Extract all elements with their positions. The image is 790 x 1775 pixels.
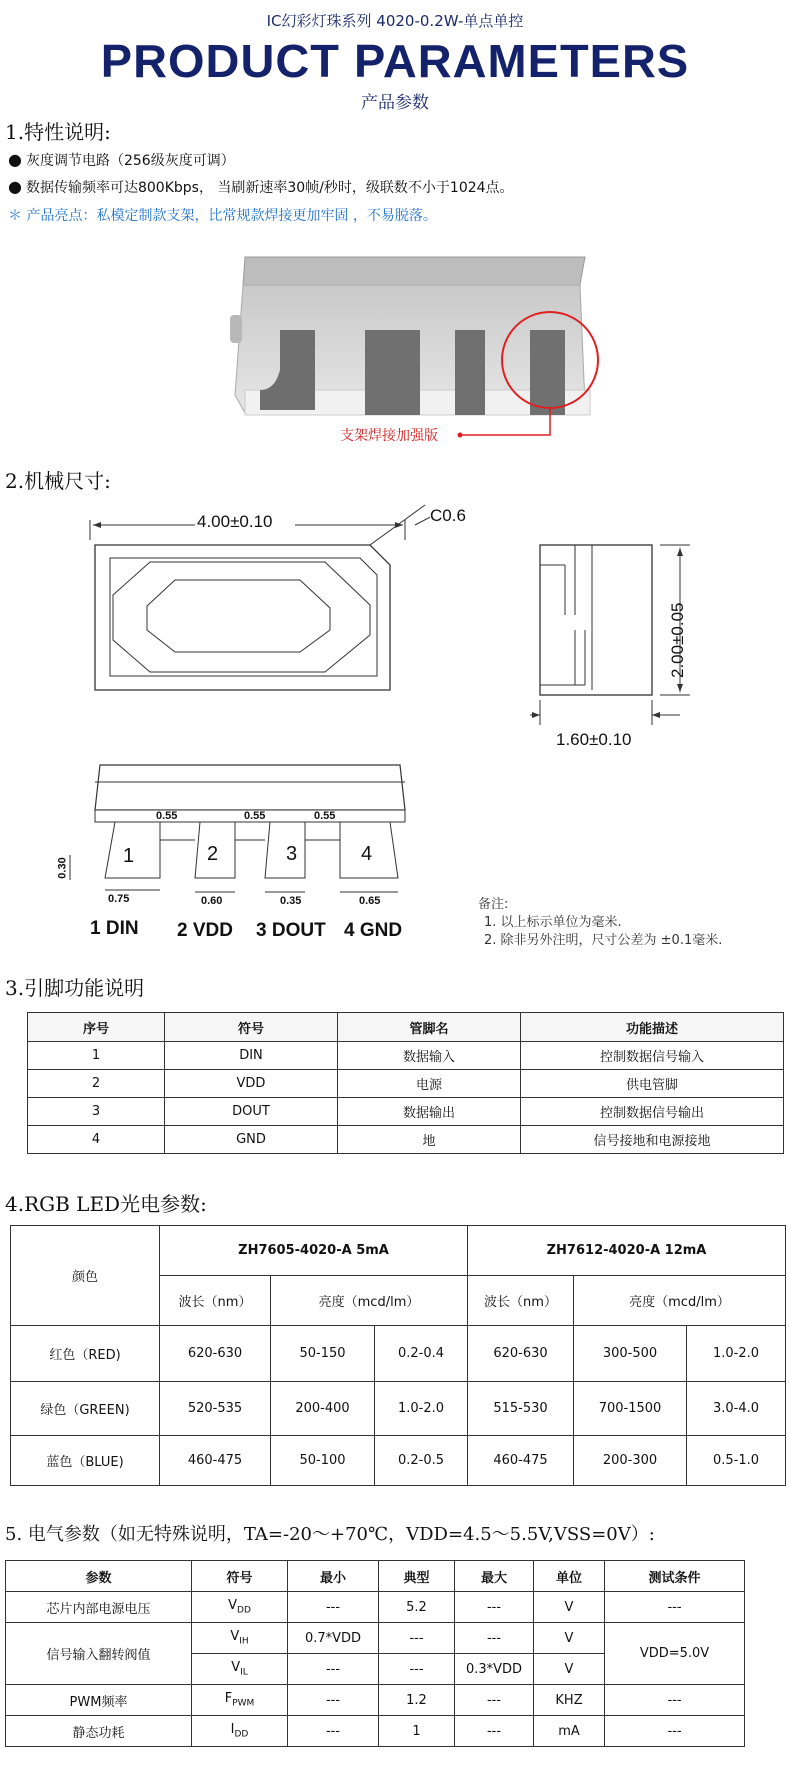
dim-pad-height: 0.30 bbox=[56, 857, 69, 879]
cell: --- bbox=[288, 1685, 379, 1716]
dim-035: 0.35 bbox=[280, 895, 302, 907]
col-header-color: 颜色 bbox=[11, 1226, 160, 1326]
cell: 芯片内部电源电压 bbox=[6, 1592, 192, 1623]
col-header: 序号 bbox=[28, 1013, 165, 1042]
cell: 1.2 bbox=[379, 1685, 455, 1716]
cell: DOUT bbox=[165, 1098, 338, 1126]
cell: 1 bbox=[379, 1716, 455, 1747]
cell: V bbox=[534, 1592, 605, 1623]
table-row bbox=[6, 1623, 745, 1654]
section-pins-heading: 3.引脚功能说明 bbox=[5, 976, 145, 1000]
cell: 控制数据信号输出 bbox=[521, 1098, 784, 1126]
wavelength-header: 波长（nm） bbox=[468, 1276, 574, 1326]
note-2: 2. 除非另外注明，尺寸公差为 ±0.1毫米. bbox=[484, 933, 723, 948]
table-row bbox=[28, 1126, 784, 1154]
col-header: 参数 bbox=[6, 1561, 192, 1592]
feature-item: ● 灰度调节电路（256级灰度可调） bbox=[8, 150, 235, 169]
pad-number-3: 3 bbox=[286, 843, 298, 865]
cell-symbol: $F_{PWM}$ bbox=[192, 1685, 288, 1716]
cell: --- bbox=[605, 1592, 745, 1623]
cell: 电源 bbox=[338, 1070, 521, 1098]
cell: 3.0-4.0 bbox=[687, 1382, 786, 1436]
dim-side-height: 2.00±0.05 bbox=[668, 602, 687, 678]
cell: 2 bbox=[28, 1070, 165, 1098]
cell: VDD bbox=[165, 1070, 338, 1098]
cell: --- bbox=[379, 1623, 455, 1654]
cell: 控制数据信号输入 bbox=[521, 1042, 784, 1070]
dim-065: 0.65 bbox=[359, 895, 381, 907]
wavelength-header: 波长（nm） bbox=[160, 1276, 271, 1326]
table-row bbox=[6, 1716, 745, 1747]
table-header-row bbox=[28, 1013, 784, 1042]
table-row bbox=[6, 1592, 745, 1623]
pad-view-drawing bbox=[60, 760, 410, 910]
pin-name-3: 3 DOUT bbox=[256, 920, 326, 941]
page-title: PRODUCT PARAMETERS bbox=[100, 35, 690, 87]
feature-item: ● 数据传输频率可达800Kbps， 当刷新速率30帧/秒时，级联数不小于1024点。 bbox=[8, 177, 514, 196]
bullet-icon: ● bbox=[8, 177, 22, 196]
section-electrical-heading: 5. 电气参数（如无特殊说明，TA=-20～+70℃，VDD=4.5～5.5V,VSS=0V）: bbox=[5, 1524, 655, 1545]
cell: 红色（RED) bbox=[11, 1326, 160, 1382]
cell: 300-500 bbox=[574, 1326, 687, 1382]
table-row bbox=[11, 1382, 786, 1436]
cell: 蓝色（BLUE) bbox=[11, 1436, 160, 1486]
cell: 515-530 bbox=[468, 1382, 574, 1436]
dim-chamfer: C0.6 bbox=[430, 506, 466, 525]
table-row bbox=[28, 1042, 784, 1070]
cell: 620-630 bbox=[468, 1326, 574, 1382]
table-row bbox=[6, 1685, 745, 1716]
cell: 信号输入翻转阀值 bbox=[6, 1623, 192, 1685]
cell-symbol: $V_{IL}$ bbox=[192, 1654, 288, 1685]
cell: 数据输入 bbox=[338, 1042, 521, 1070]
cell: --- bbox=[605, 1716, 745, 1747]
col-header: 最大 bbox=[455, 1561, 534, 1592]
col-header: 管脚名 bbox=[338, 1013, 521, 1042]
dim-060: 0.60 bbox=[201, 895, 223, 907]
cell: 620-630 bbox=[160, 1326, 271, 1382]
cell: V bbox=[534, 1654, 605, 1685]
cell: 50-100 bbox=[271, 1436, 375, 1486]
cell: 0.7*VDD bbox=[288, 1623, 379, 1654]
cell: --- bbox=[288, 1592, 379, 1623]
cell: 3 bbox=[28, 1098, 165, 1126]
cell: 0.2-0.5 bbox=[375, 1436, 468, 1486]
cell: 0.5-1.0 bbox=[687, 1436, 786, 1486]
cell: 700-1500 bbox=[574, 1382, 687, 1436]
cell: 1.0-2.0 bbox=[375, 1382, 468, 1436]
bullet-icon: ● bbox=[8, 150, 22, 169]
cell-symbol: $V_{IH}$ bbox=[192, 1623, 288, 1654]
cell: --- bbox=[455, 1716, 534, 1747]
section-features-heading: 1.特性说明: bbox=[5, 120, 111, 144]
pad-number-2: 2 bbox=[207, 843, 219, 865]
cell: 460-475 bbox=[468, 1436, 574, 1486]
cell: 地 bbox=[338, 1126, 521, 1154]
cell: --- bbox=[605, 1685, 745, 1716]
cell: 520-535 bbox=[160, 1382, 271, 1436]
series-subtitle: IC幻彩灯珠系列 4020-0.2W-单点单控 bbox=[266, 12, 524, 30]
pin-function-table bbox=[27, 1012, 784, 1154]
cell: 50-150 bbox=[271, 1326, 375, 1382]
cell: PWM频率 bbox=[6, 1685, 192, 1716]
cell: --- bbox=[288, 1716, 379, 1747]
model-b-header: ZH7612-4020-A 12mA bbox=[468, 1226, 786, 1276]
cell: VDD=5.0V bbox=[605, 1623, 745, 1685]
col-header: 最小 bbox=[288, 1561, 379, 1592]
cell: 信号接地和电源接地 bbox=[521, 1126, 784, 1154]
cell: 数据输出 bbox=[338, 1098, 521, 1126]
table-row bbox=[28, 1098, 784, 1126]
cell: 0.3*VDD bbox=[455, 1654, 534, 1685]
col-header: 功能描述 bbox=[521, 1013, 784, 1042]
dim-top-width: 4.00±0.10 bbox=[197, 512, 273, 531]
cell: 200-300 bbox=[574, 1436, 687, 1486]
pin-name-1: 1 DIN bbox=[90, 918, 139, 939]
col-header: 典型 bbox=[379, 1561, 455, 1592]
cell: GND bbox=[165, 1126, 338, 1154]
rgb-param-table bbox=[10, 1225, 786, 1486]
note-1: 1. 以上标示单位为毫米. bbox=[484, 915, 622, 930]
table-row bbox=[11, 1326, 786, 1382]
section-mechanical-heading: 2.机械尺寸: bbox=[5, 469, 111, 493]
pad-number-4: 4 bbox=[361, 843, 373, 865]
dim-pad-gap-2: 0.55 bbox=[244, 810, 266, 822]
col-header: 符号 bbox=[165, 1013, 338, 1042]
cell-symbol: $V_{DD}$ bbox=[192, 1592, 288, 1623]
dim-side-depth: 1.60±0.10 bbox=[556, 730, 632, 749]
cell: --- bbox=[288, 1654, 379, 1685]
cell: V bbox=[534, 1623, 605, 1654]
cell: KHZ bbox=[534, 1685, 605, 1716]
cell: --- bbox=[455, 1685, 534, 1716]
page-title-cn: 产品参数 bbox=[361, 93, 429, 113]
col-header: 单位 bbox=[534, 1561, 605, 1592]
electrical-param-table bbox=[5, 1560, 745, 1747]
col-header: 符号 bbox=[192, 1561, 288, 1592]
notes-title: 备注: bbox=[478, 897, 509, 912]
dim-075: 0.75 bbox=[108, 893, 130, 905]
cell: --- bbox=[455, 1623, 534, 1654]
cell-symbol: $I_{DD}$ bbox=[192, 1716, 288, 1747]
table-row bbox=[28, 1070, 784, 1098]
brightness-header: 亮度（mcd/lm） bbox=[574, 1276, 786, 1326]
brightness-header: 亮度（mcd/lm） bbox=[271, 1276, 468, 1326]
cell: 供电管脚 bbox=[521, 1070, 784, 1098]
cell: 5.2 bbox=[379, 1592, 455, 1623]
model-a-header: ZH7605-4020-A 5mA bbox=[160, 1226, 468, 1276]
cell: 4 bbox=[28, 1126, 165, 1154]
col-header: 测试条件 bbox=[605, 1561, 745, 1592]
dim-pad-gap-1: 0.55 bbox=[156, 810, 178, 822]
table-header-row bbox=[11, 1226, 786, 1276]
cell: mA bbox=[534, 1716, 605, 1747]
cell: --- bbox=[379, 1654, 455, 1685]
cell: 460-475 bbox=[160, 1436, 271, 1486]
pad-number-1: 1 bbox=[123, 845, 135, 867]
cell: 静态功耗 bbox=[6, 1716, 192, 1747]
cell: 1.0-2.0 bbox=[687, 1326, 786, 1382]
pin-name-2: 2 VDD bbox=[177, 920, 233, 941]
section-rgb-heading: 4.RGB LED光电参数: bbox=[5, 1192, 207, 1216]
cell: DIN bbox=[165, 1042, 338, 1070]
feature-highlight: ＊ 产品亮点：私模定制款支架，比常规款焊接更加牢固 ，不易脱落。 bbox=[8, 208, 437, 224]
table-row bbox=[11, 1436, 786, 1486]
dim-pad-gap-3: 0.55 bbox=[314, 810, 336, 822]
cell: --- bbox=[455, 1592, 534, 1623]
cell: 绿色（GREEN) bbox=[11, 1382, 160, 1436]
table-header-row bbox=[6, 1561, 745, 1592]
pin-name-4: 4 GND bbox=[344, 920, 403, 941]
cell: 0.2-0.4 bbox=[375, 1326, 468, 1382]
cell: 200-400 bbox=[271, 1382, 375, 1436]
cell: 1 bbox=[28, 1042, 165, 1070]
photo-callout: 支架焊接加强版 bbox=[340, 428, 438, 444]
